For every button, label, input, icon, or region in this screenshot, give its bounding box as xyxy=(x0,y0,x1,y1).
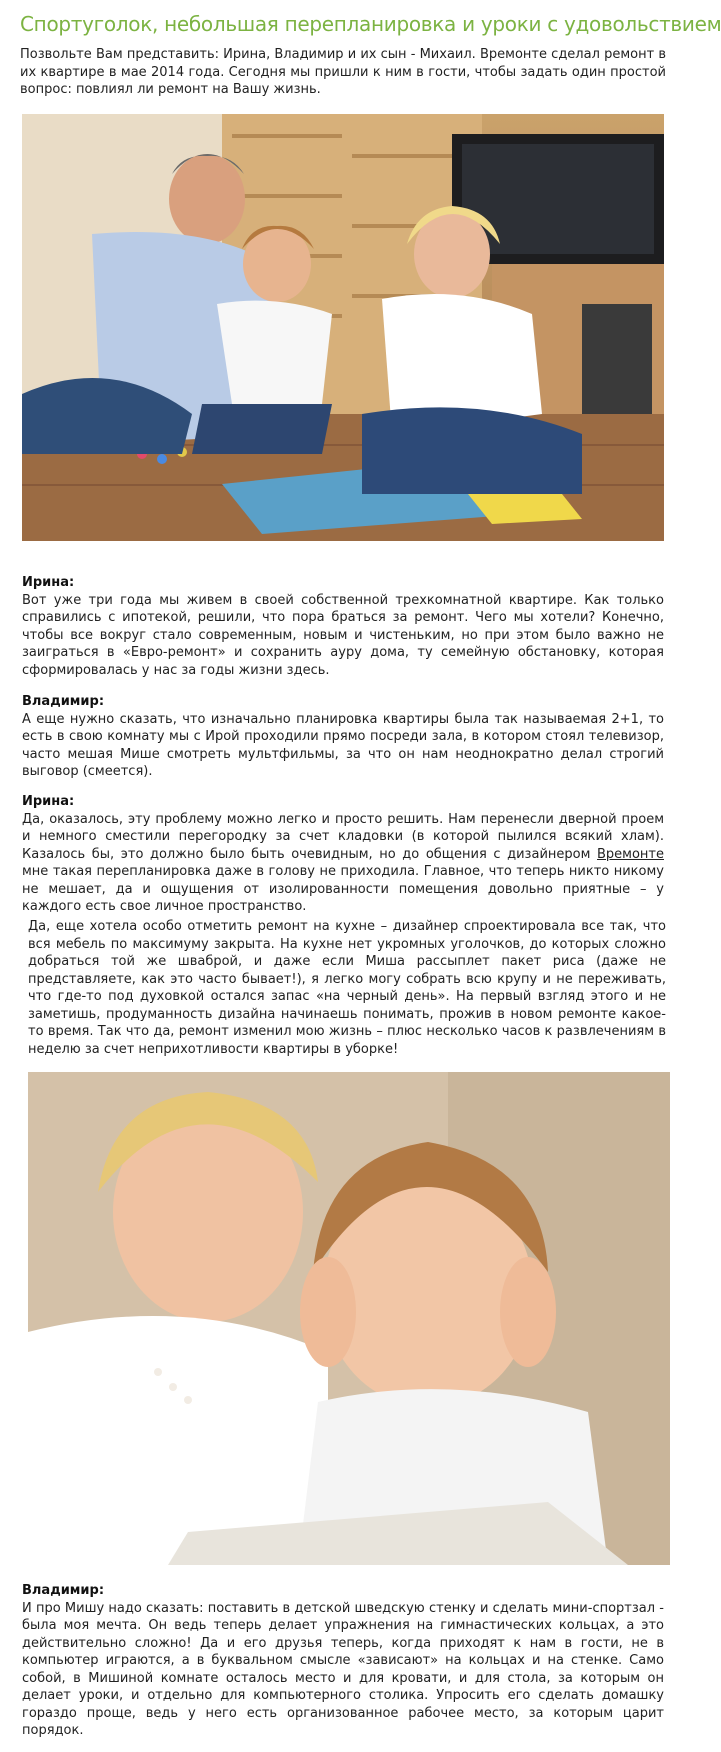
speaker-label: Ирина: xyxy=(22,575,75,590)
section-text: И про Мишу надо сказать: поставить в детской шведскую стенку и сделать мини-спортзал - была моя мечта. Он ведь теперь делает упражнения на гимнастических кольцах, а это действительно сложно! Да и его друзья теперь, когда приходят к нам в гости, не в компьютер играются, а в буквальном смысле «зависают» на кольцах и на стенке. Само собой, в Мишиной комнате осталось место и для кровати, и для стола, за которым он делает уроки, и отдельно для компьютерного столика. Упросить его сделать домашку гораздо проще, ведь у него есть организованное рабочее место, за которым царит порядок. xyxy=(22,1600,664,1738)
speaker-label: Ирина: xyxy=(22,794,75,809)
section-vladimir-1 xyxy=(22,693,664,781)
vremonte-link[interactable]: Времонте xyxy=(597,846,664,862)
section-text: Да, еще хотела особо отметить ремонт на кухне – дизайнер спроектировала все так, что вся мебель по максимуму закрыта. На кухне нет укромных уголочков, до которых сложно добраться той же шваброй, и даже если Миша рассыплет пакет риса (даже не представляете, как это часто бывает!), я легко могу собрать всю крупу и не переживать, что где-то под духовкой остался запас «на черный день». На первый взгляд этого и не заметишь, продуманность дизайна начинаешь понимать, прожив в новом ремонте какое-то время. Так что да, ремонт изменил мою жизнь – плюс несколько часов к развлечениям в неделю за счет неприхотливости квартиры в уборке! xyxy=(28,919,666,1057)
section-irina-1 xyxy=(22,574,664,679)
section-text-after-link: мне такая перепланировка даже в голову не приходила. Главное, что теперь никто никому не мешает, да и ощущения от изолированности помещения довольно приятные – у каждого есть свое личное пространство. xyxy=(22,864,664,914)
section-irina-2 xyxy=(22,793,664,914)
section-kitchen xyxy=(28,918,666,1058)
section-text: А еще нужно сказать, что изначально планировка квартиры была так называемая 2+1, то есть в свою комнату мы с Ирой проходили прямо посреди зала, в котором стоял телевизор, часто мешая Мише смотреть мультфильмы, за что он нам неоднократно делал строгий выговор (смеется). xyxy=(22,711,664,779)
article-title: Спортуголок, небольшая перепланировка и уроки с удовольствием xyxy=(20,12,721,36)
mother-son-reading-photo xyxy=(28,1072,670,1565)
section-text: Вот уже три года мы живем в своей собственной трехкомнатной квартире. Как только справились с ипотекой, решили, что пора браться за ремонт. Чего мы хотели? Конечно, чтобы все вокруг стало современным, новым и чистеньким, но при этом было важно не заиграться в «Евро-ремонт» и сохранить ауру дома, ту семейную обстановку, которая сформировалась у нас за годы жизни здесь. xyxy=(22,592,664,678)
section-text-before-link: Да, оказалось, эту проблему можно легко и просто решить. Нам перенесли дверной проем и немного сместили перегородку за счет кладовки (в которой пылился всякий хлам). Казалось бы, это должно было быть очевидным, но до общения с дизайнером xyxy=(22,811,664,862)
speaker-label: Владимир: xyxy=(22,1583,105,1598)
family-puzzle-photo xyxy=(22,114,664,541)
mother-son-illustration xyxy=(28,1072,670,1565)
family-puzzle-illustration xyxy=(22,114,664,541)
speaker-label: Владимир: xyxy=(22,694,105,709)
intro-paragraph: Позвольте Вам представить: Ирина, Владимир и их сын - Михаил. Времонте сделал ремонт в их квартире в мае 2014 года. Сегодня мы пришли к ним в гости, чтобы задать один простой вопрос: повлиял ли ремонт на Вашу жизнь. xyxy=(20,47,666,97)
section-vladimir-2 xyxy=(22,1582,664,1740)
